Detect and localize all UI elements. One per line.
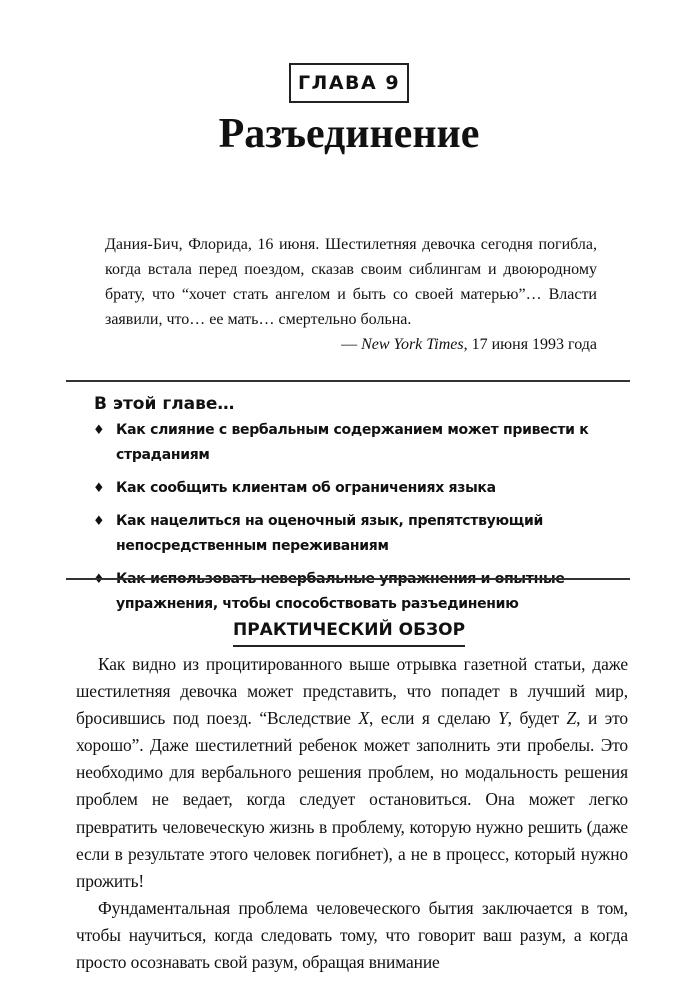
diamond-bullet-icon: ♦ [93,572,105,587]
chapter-number-box [289,63,409,103]
math-variable: X [358,708,370,729]
in-this-chapter-heading: В этой главе… [94,394,235,414]
body-text [76,651,628,976]
list-item [91,476,631,501]
epigraph-text: Дания-Бич, Флорида, 16 июня. Шестилетняя девочка сегодня погибла, когда встала перед поездом, сказав своим сиблингам и двоюродному брату, что “хочет стать ангелом и быть со своей матерью”… Власти заявили, что… ее мать… смертельно больна. [105,236,597,328]
math-variable: Y [498,708,508,729]
paragraph-text: , и это хорошо”. Даже шестилетний ребенок может заполнить эти пробелы. Это необходимо для вербального решения проблем, но модальность решения проблем не ведает, когда следует остановиться. Она может легко превратить человеческую жизнь в проблему, которую нужно решить (даже если в результате этого человек погибнет), а не в процесс, который нужно прожить! [76,708,628,891]
paragraph: Фундаментальная проблема человеческого бытия заключается в том, чтобы научиться, когда следовать тому, что говорит ваш разум, а когда просто осознавать свой разум, обращая внимание [76,897,628,973]
list-item-text: Как слияние с вербальным содержанием может привести к страданиям [116,422,589,463]
paragraph-text: , если я сделаю [369,708,499,729]
diamond-bullet-icon: ♦ [93,481,105,496]
list-item-text: Как сообщить клиентам об ограничениях языка [116,480,496,496]
section-heading [0,620,698,640]
list-item [91,567,631,617]
epigraph-source-dash: — [341,336,362,353]
in-this-chapter-list [91,418,631,625]
epigraph [105,232,597,357]
epigraph-source-title: New York Times [361,336,464,353]
paragraph-text: , будет [507,708,567,729]
paragraph [76,651,628,895]
paragraph-text: Как видно из процитированного выше отрывка газетной статьи, даже шестилетняя девочка может представить, что попадет в лучший мир, бросившись под поезд. “Вследствие [76,654,628,729]
list-item-text: Как нацелиться на оценочный язык, препятствующий непосредственным переживаниям [116,513,544,554]
list-item [91,509,631,559]
epigraph-source-date: , 17 июня 1993 года [463,336,597,353]
diamond-bullet-icon: ♦ [93,423,105,438]
list-item [91,418,631,468]
epigraph-source [105,332,597,357]
diamond-bullet-icon: ♦ [93,514,105,529]
chapter-number: ГЛАВА 9 [297,72,401,94]
math-variable: Z [566,708,577,729]
section-heading-text: ПРАКТИЧЕСКИЙ ОБЗОР [233,620,465,647]
box-top-rule [66,380,630,382]
list-item-text: Как использовать невербальные упражнения и опытные упражнения, чтобы способствовать разъединению [116,571,565,612]
chapter-title: Разъединение [218,111,480,157]
box-bottom-rule [66,578,630,580]
